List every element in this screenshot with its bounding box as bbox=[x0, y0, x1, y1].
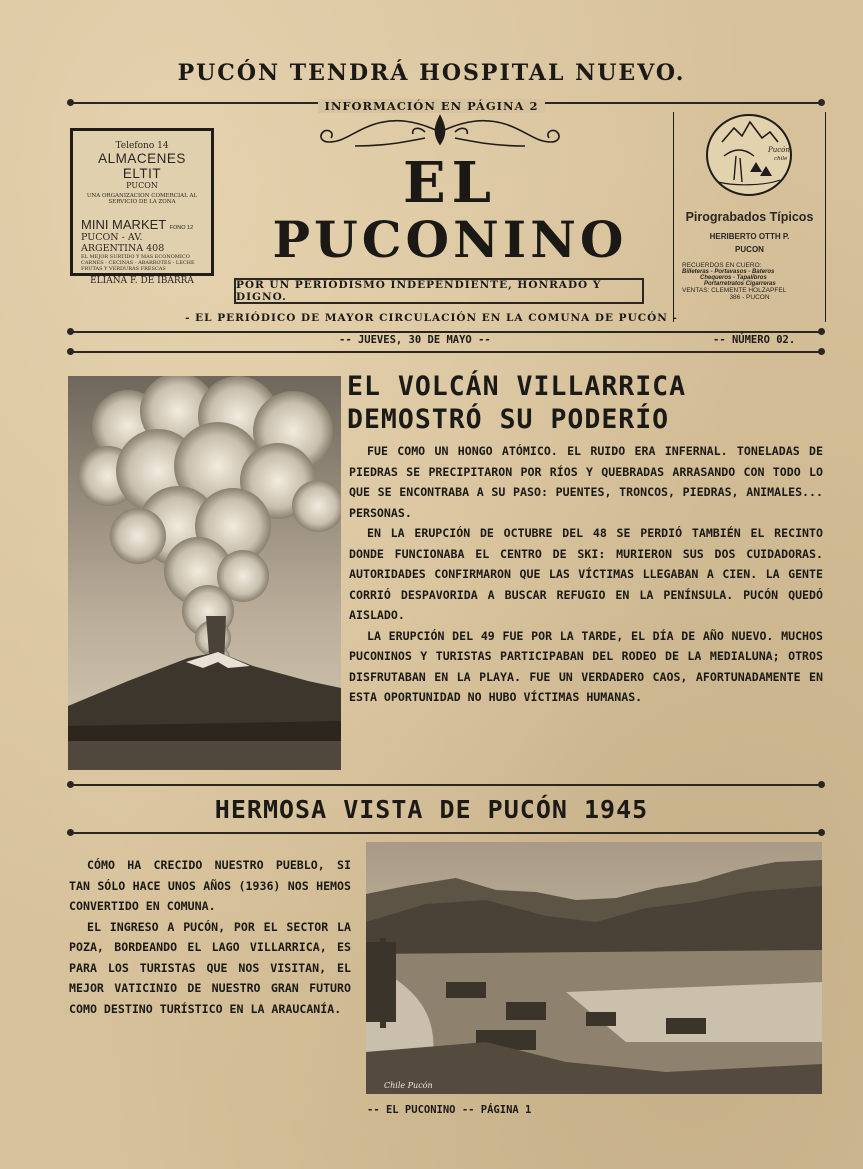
article1-headline-line1: EL VOLCÁN VILLARRICA bbox=[347, 371, 687, 402]
article1-paragraph: FUE COMO UN HONGO ATÓMICO. EL RUIDO ERA INFERNAL. TONELADAS DE PIEDRAS SE PRECIPITARON POR RÍOS Y QUEBRADAS ARRASANDO CON TODO LO QUE SE ENCONTRABA A SU PASO: PUENTES, TRONCOS, PIEDRAS, ANIMALES... PERSONAS. bbox=[349, 444, 823, 520]
ad-phone: Telefono 14 bbox=[115, 141, 169, 151]
date-rule-top bbox=[70, 331, 822, 333]
pucon-1945-photo bbox=[366, 842, 822, 1094]
rule-dot bbox=[818, 781, 825, 788]
article2-headline: HERMOSA VISTA DE PUCÓN 1945 bbox=[214, 795, 649, 824]
section-rule-top bbox=[70, 784, 822, 786]
article1-paragraph: EN LA ERUPCIÓN DE OCTUBRE DEL 48 SE PERDIÓ TAMBIÉN EL RECINTO DONDE FUNCIONABA EL CENTRO DE SKI: MURIERON SUS DOS CUIDADORAS. AUTORIDADES CONFIRMARON QUE LAS VÍCTIMAS LLEGABAN A CIEN. LA GENTE CORRIÓ DESPAVORIDA A BUSCAR REFUGIO EN LA PENÍNSULA. PUCÓN QUEDÓ AISLADO. bbox=[349, 526, 823, 622]
rule-dot bbox=[818, 328, 825, 335]
page-footer: -- EL PUCONINO -- PÁGINA 1 bbox=[367, 1104, 532, 1116]
ornament-flourish-icon bbox=[315, 112, 565, 154]
article1-paragraph: LA ERUPCIÓN DEL 49 FUE POR LA TARDE, EL DÍA DE AÑO NUEVO. MUCHOS PUCONINOS Y TURISTAS PARTICIPABAN DEL RODEO DE LA MEDIALUNA; OTROS DISFRUTABAN EN LA PLAYA. FUE UN VERDADERO CAOS, AFORTUNADAMENTE EN ESTA OPORTUNIDAD NO HUBO VÍCTIMAS HUMANAS. bbox=[349, 628, 823, 704]
ad-right-owner: HERIBERTO OTTH P. bbox=[709, 232, 790, 241]
badge-text: Pucón bbox=[768, 146, 790, 154]
ad-almacenes-eltit bbox=[70, 128, 214, 286]
top-headline: PUCÓN TENDRÁ HOSPITAL NUEVO. bbox=[177, 60, 686, 86]
article2-paragraph: CÓMO HA CRECIDO NUESTRO PUEBLO, SI TAN SÓLO HACE UNOS AÑOS (1936) NOS HEMOS CONVERTIDO EN COMUNA. bbox=[69, 858, 351, 913]
ad-place: PUCON bbox=[126, 181, 158, 190]
ad-line1: EL MEJOR SURTIDO Y MAS ECONOMICO bbox=[81, 254, 190, 260]
masthead-puconino: PUCONINO bbox=[272, 210, 628, 269]
info-line: INFORMACIÓN EN PÁGINA 2 bbox=[0, 95, 863, 114]
circulation-line: - EL PERIÓDICO DE MAYOR CIRCULACIÓN EN LA COMUNA DE PUCÓN - bbox=[185, 312, 678, 324]
ad-right-title: Pirograbados Típicos bbox=[685, 210, 814, 224]
article2-paragraph: EL INGRESO A PUCÓN, POR EL SECTOR LA POZA, BORDEANDO EL LAGO VILLARRICA, ES PARA LOS TURISTAS QUE NOS VISITAN, EL MEJOR VATICINIO DE NUESTRO GRAN FUTURO COMO DESTINO TURÍSTICO EN LA ARAUCANÍA. bbox=[69, 919, 351, 1016]
ad-phone2: FONO 12 bbox=[169, 225, 194, 231]
rule-dot bbox=[67, 829, 74, 836]
ad-right-items1: Billeteras - Portavasos - Bateros bbox=[682, 269, 775, 275]
ad-right-sales2: 386 - PUCON bbox=[729, 294, 770, 301]
ad-address: PUCON - AV. ARGENTINA 408 bbox=[81, 232, 165, 254]
volcano-eruption-photo bbox=[68, 376, 341, 770]
issue-date: -- JUEVES, 30 DE MAYO -- bbox=[339, 334, 491, 346]
article2-body bbox=[69, 855, 351, 1019]
article1-headline bbox=[347, 370, 686, 436]
ad-name: ALMACENES ELTIT bbox=[98, 151, 186, 181]
section-rule-bottom bbox=[70, 832, 822, 834]
rule-dot bbox=[818, 348, 825, 355]
badge-text2: chile bbox=[774, 156, 788, 162]
issue-number: -- NÚMERO 02. bbox=[713, 334, 796, 346]
date-rule-bottom bbox=[70, 351, 822, 353]
ad-tagline: UNA ORGANIZACION COMERCIAL AL SERVICIO DE LA ZONA bbox=[86, 193, 198, 205]
rule-dot bbox=[67, 348, 74, 355]
ad-owner: ELIANA F. DE IBARRA bbox=[90, 276, 194, 286]
rule-dot bbox=[67, 781, 74, 788]
masthead-el: EL bbox=[402, 150, 498, 216]
motto: POR UN PERIÓDISMO INDEPENDIENTE, HONRADO Y DIGNO. bbox=[234, 278, 644, 304]
ad-right-cat: RECUERDOS EN CUERO: bbox=[682, 262, 762, 269]
article1-body bbox=[349, 441, 823, 708]
ad-right-sales: VENTAS: CLEMENTE HOLZAPFEL bbox=[682, 287, 787, 294]
rule-dot bbox=[67, 328, 74, 335]
ad-line3: FRUTAS Y VERDURAS FRESCAS bbox=[81, 266, 166, 272]
rule-dot bbox=[818, 829, 825, 836]
photo-caption: Chile Pucón bbox=[384, 1081, 433, 1090]
ad-right-items2: Chequeros - Tapalibros bbox=[700, 275, 767, 281]
ad-right-items3: Portarretratos Cigarreras bbox=[704, 281, 776, 287]
ad-name2-text: MINI MARKET bbox=[81, 217, 166, 232]
ad-right-place: PUCON bbox=[735, 245, 764, 254]
pucon-badge-icon bbox=[704, 112, 794, 198]
ad-name2 bbox=[77, 217, 207, 232]
article1-headline-line2: DEMOSTRÓ SU PODERÍO bbox=[347, 404, 670, 435]
ad-line2: CARNES - CECINAS - ABARROTES - LECHE bbox=[81, 260, 195, 266]
